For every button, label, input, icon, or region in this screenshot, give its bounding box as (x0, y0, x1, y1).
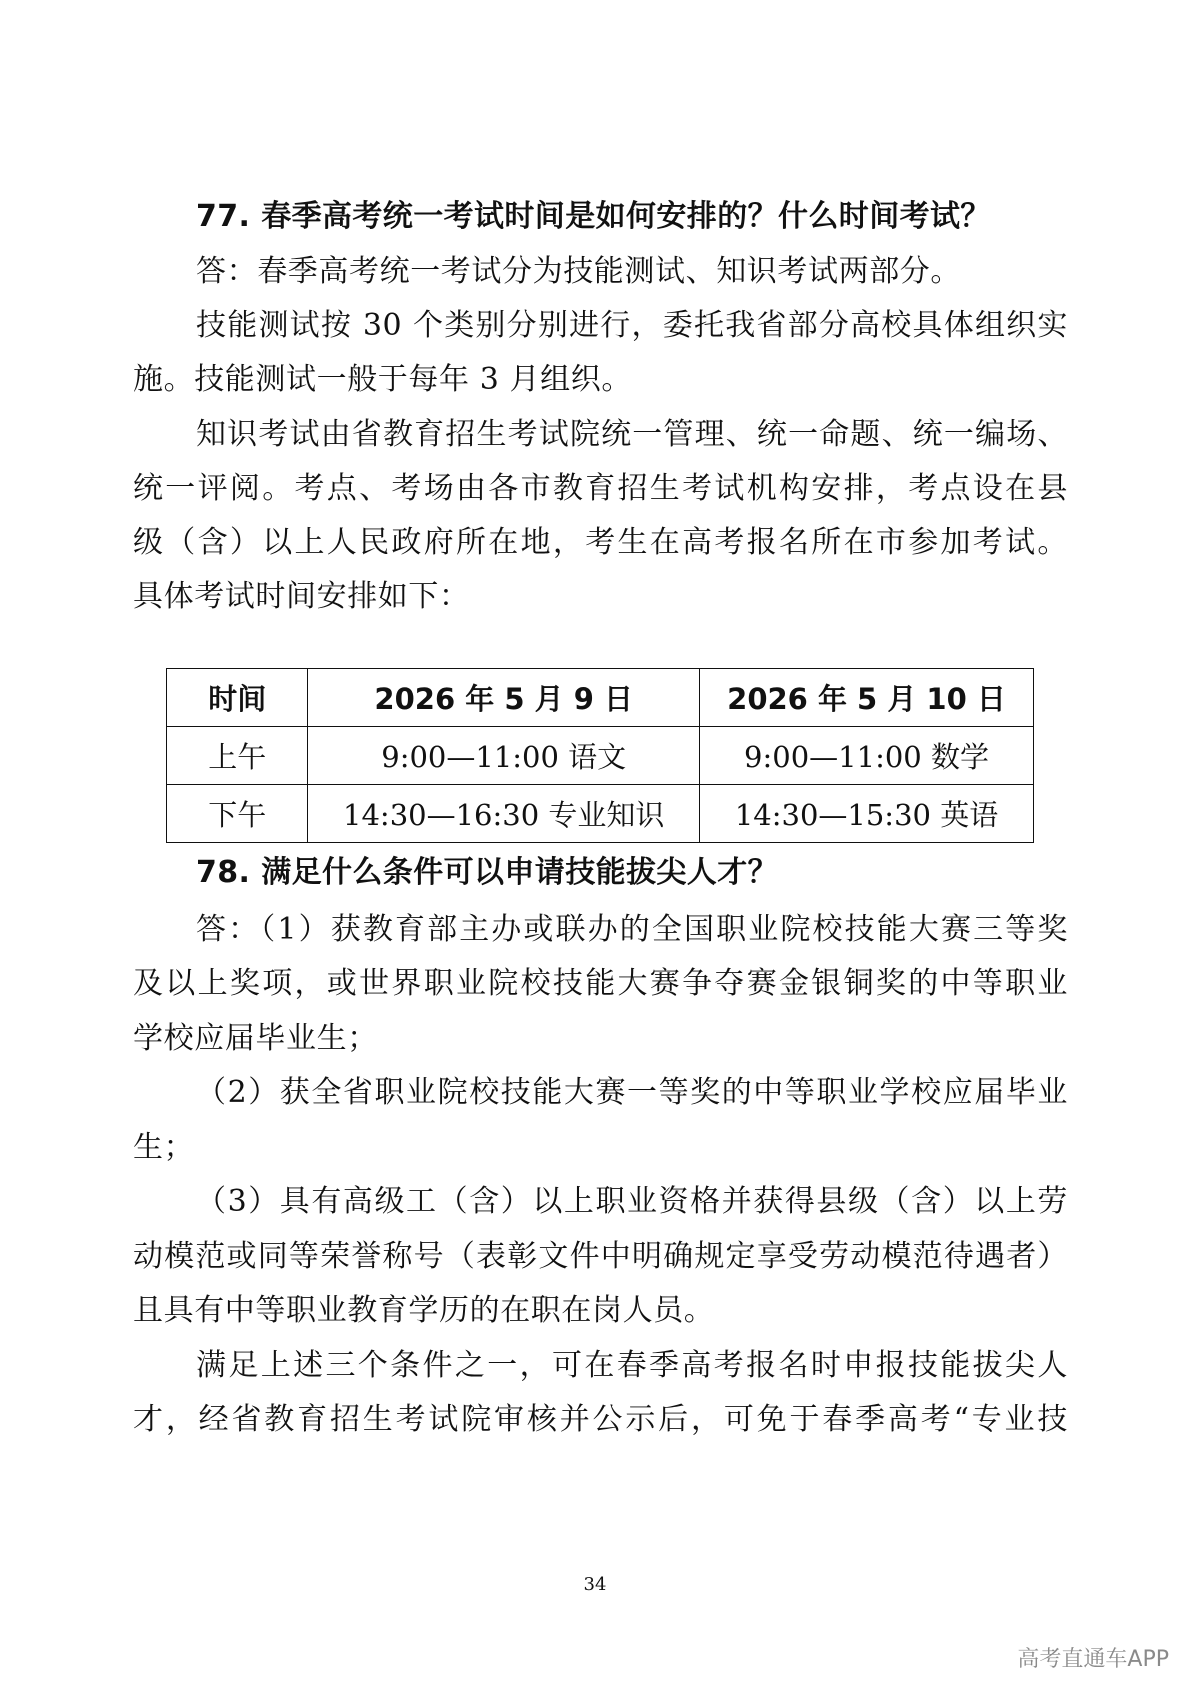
q77-knowledge-test-line-3: 级（含）以上人民政府所在地，考生在高考报名所在市参加考试。 (133, 525, 1068, 560)
q78-condition-1-line-3: 学校应届毕业生； (133, 1021, 378, 1056)
table-cell: 14:30—15:30 英语 (700, 785, 1034, 843)
table-header-row (167, 669, 1034, 727)
table-cell: 9:00—11:00 数学 (700, 727, 1034, 785)
table-row (167, 785, 1034, 843)
q78-summary-line-1: 满足上述三个条件之一，可在春季高考报名时申报技能拔尖人 (196, 1348, 1068, 1383)
table-cell: 14:30—16:30 专业知识 (308, 785, 700, 843)
q78-condition-2-line-2: 生； (133, 1130, 195, 1165)
q78-condition-3-line-3: 且具有中等职业教育学历的在职在岗人员。 (133, 1293, 715, 1328)
q78-condition-3-line-1: （3）具有高级工（含）以上职业资格并获得县级（含）以上劳 (196, 1184, 1068, 1219)
exam-schedule-table (166, 668, 1034, 843)
q78-condition-2-line-1: （2）获全省职业院校技能大赛一等奖的中等职业学校应届毕业 (196, 1075, 1068, 1110)
table-cell: 上午 (167, 727, 308, 785)
table-header-cell: 2026 年 5 月 10 日 (700, 669, 1034, 727)
q77-skill-test-line-2: 施。技能测试一般于每年 3 月组织。 (133, 362, 632, 397)
q77-knowledge-test-line-4: 具体考试时间安排如下： (133, 579, 470, 614)
question-78-title: 78. 满足什么条件可以申请技能拔尖人才？ (196, 855, 778, 890)
table-header-cell: 时间 (167, 669, 308, 727)
q77-knowledge-test-line-1: 知识考试由省教育招生考试院统一管理、统一命题、统一编场、 (196, 417, 1068, 452)
q78-condition-1-line-1: 答：（1）获教育部主办或联办的全国职业院校技能大赛三等奖 (196, 912, 1068, 947)
q77-answer-intro: 答：春季高考统一考试分为技能测试、知识考试两部分。 (196, 254, 961, 289)
table-row (167, 727, 1034, 785)
question-77-title: 77. 春季高考统一考试时间是如何安排的？什么时间考试？ (196, 199, 991, 234)
table-cell: 下午 (167, 785, 308, 843)
table-header-cell: 2026 年 5 月 9 日 (308, 669, 700, 727)
watermark-text: 高考直通车APP (1017, 1647, 1169, 1672)
q78-condition-1-line-2: 及以上奖项，或世界职业院校技能大赛争夺赛金银铜奖的中等职业 (133, 966, 1068, 1001)
q78-condition-3-line-2: 动模范或同等荣誉称号（表彰文件中明确规定享受劳动模范待遇者） (133, 1239, 1068, 1274)
q77-skill-test-line-1: 技能测试按 30 个类别分别进行，委托我省部分高校具体组织实 (196, 308, 1068, 343)
table-cell: 9:00—11:00 语文 (308, 727, 700, 785)
q78-summary-line-2: 才，经省教育招生考试院审核并公示后，可免于春季高考“专业技 (133, 1402, 1068, 1437)
q77-knowledge-test-line-2: 统一评阅。考点、考场由各市教育招生考试机构安排，考点设在县 (133, 471, 1068, 506)
page-number: 34 (583, 1574, 607, 1595)
